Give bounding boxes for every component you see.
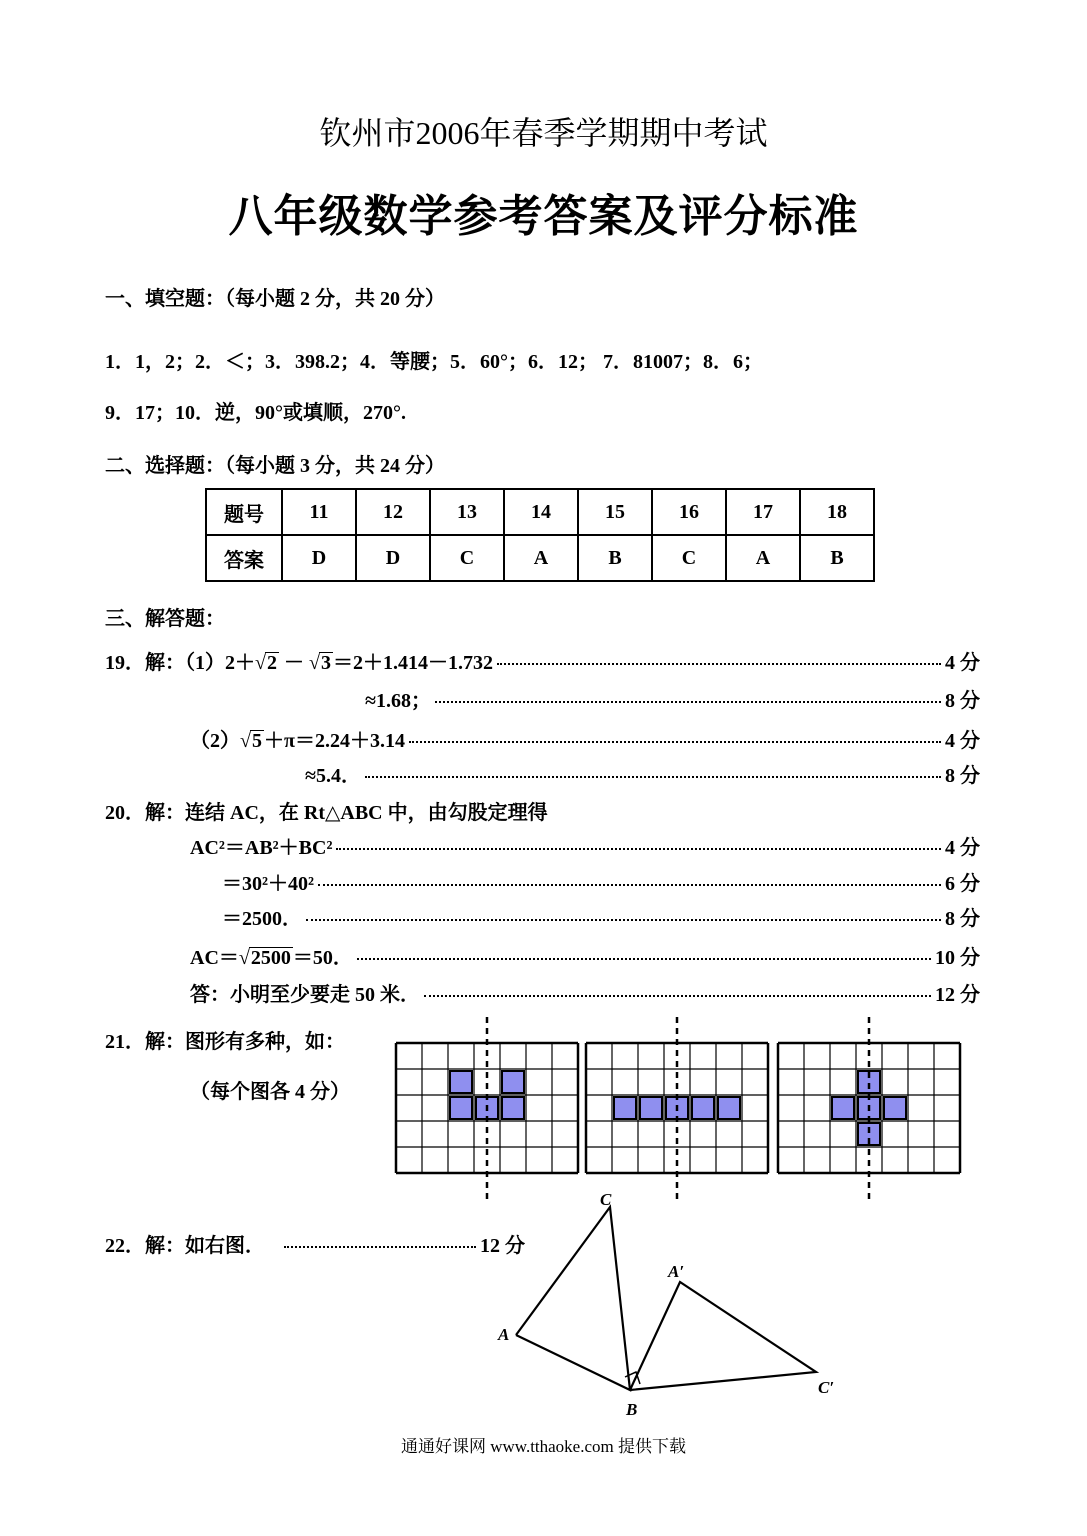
triangle-abc <box>516 1207 630 1390</box>
q19-expr: （1）2＋ <box>185 652 255 674</box>
label-a-prime: A′ <box>668 1262 685 1281</box>
q19-number: 19．解： <box>105 652 185 674</box>
table-cell: 17 <box>726 489 800 535</box>
table-cell: 18 <box>800 489 874 535</box>
q19-line1: 19．解：（1）2＋√2 － √3 ＝2＋1.414－1.732 4 分 <box>105 646 980 675</box>
section1-heading: 一、填空题：（每小题 2 分，共 20 分） <box>105 288 445 310</box>
filled-cell <box>692 1097 714 1119</box>
q21-grids <box>390 1015 970 1200</box>
sqrt-2: 2 <box>266 652 277 674</box>
q19-approx2: ≈5.4． <box>305 765 361 787</box>
filled-cell <box>502 1071 524 1093</box>
q20-points: 10 分 <box>935 947 980 969</box>
q21-line <box>105 1025 345 1054</box>
q19-approx: ≈1.68； <box>365 690 431 712</box>
answer-title: 八年级数学参考答案及评分标准 <box>228 191 859 242</box>
table-cell: 14 <box>504 489 578 535</box>
q20-intro-line <box>105 796 548 825</box>
table-cell: 13 <box>430 489 504 535</box>
q20-ac: AC＝ <box>190 947 239 969</box>
table-cell: 11 <box>282 489 356 535</box>
table-cell: D <box>282 535 356 581</box>
q22-text: 如右图． <box>185 1235 265 1257</box>
table-cell: D <box>356 535 430 581</box>
sqrt-3: 3 <box>320 652 331 674</box>
table-cell: C <box>652 535 726 581</box>
q20-points: 4 分 <box>945 837 980 859</box>
q20-points: 8 分 <box>945 908 980 930</box>
label-a: A <box>498 1325 510 1344</box>
section1-line2: 9．17；10．逆，90°或填顺，270°. <box>105 402 406 424</box>
filled-cell <box>502 1097 524 1119</box>
table-cell: 12 <box>356 489 430 535</box>
label-c: C <box>600 1190 612 1209</box>
q20-step3: ＝2500． <box>222 908 302 930</box>
filled-cell <box>832 1097 854 1119</box>
q21-text: 图形有多种，如： <box>185 1031 345 1053</box>
sqrt-5: 5 <box>251 730 262 752</box>
table-row-numbers <box>206 489 874 535</box>
footer-text: 通通好课网 www.tthaoke.com 提供下载 <box>400 1437 687 1456</box>
q19-line3: （2）√5 ＋π＝2.24＋3.14 4 分 <box>190 724 980 753</box>
q20-formula: AC²＝AB²＋BC² <box>190 837 333 859</box>
q20-line2 <box>222 867 980 896</box>
filled-cell <box>450 1097 472 1119</box>
q19-expr-rest: ＝2＋1.414－1.732 <box>332 652 493 674</box>
section1-line1: 1．1，2；2．＜；3．398.2；4．等腰；5．60°；6．12； 7．81007；8．6； <box>105 351 763 373</box>
section3-heading: 三、解答题： <box>105 608 225 630</box>
q22-number: 22．解： <box>105 1235 185 1257</box>
q19-minus: － <box>283 652 304 674</box>
q19-points: 8 分 <box>945 690 980 712</box>
q21-note: （每个图各 4 分） <box>190 1081 350 1103</box>
table-cell: A <box>726 535 800 581</box>
table-cell: 15 <box>578 489 652 535</box>
q19-part2: （2） <box>190 730 240 752</box>
table-cell: B <box>800 535 874 581</box>
table-cell: A <box>504 535 578 581</box>
label-b: B <box>626 1400 638 1419</box>
filled-cell <box>450 1071 472 1093</box>
sqrt-2500: 2500 <box>250 947 291 969</box>
exam-title: 钦州市2006年春季学期期中考试 <box>319 115 768 151</box>
table-cell: B <box>578 535 652 581</box>
q20-points: 6 分 <box>945 873 980 895</box>
table-header-number: 题号 <box>206 489 282 535</box>
q20-step2: ＝30²＋40² <box>222 873 314 895</box>
table-header-answer: 答案 <box>206 535 282 581</box>
q20-intro: 连结 AC，在 Rt△ABC 中，由勾股定理得 <box>185 802 548 824</box>
q20-line1 <box>190 831 980 860</box>
q20-points: 12 分 <box>935 984 980 1006</box>
q22-points: 12 分 <box>480 1235 525 1257</box>
table-cell: 16 <box>652 489 726 535</box>
q20-line4: AC＝√2500 ＝50． 10 分 <box>190 941 980 970</box>
filled-cell <box>614 1097 636 1119</box>
q20-line5 <box>190 978 980 1007</box>
q19-part2-rest: ＋π＝2.24＋3.14 <box>263 730 405 752</box>
q20-answer: 答：小明至少要走 50 米． <box>190 984 420 1006</box>
filled-cell <box>640 1097 662 1119</box>
label-c-prime: C′ <box>818 1378 835 1397</box>
q20-line3 <box>222 902 980 931</box>
filled-cell <box>884 1097 906 1119</box>
q19-points: 4 分 <box>945 652 980 674</box>
q20-result: ＝50． <box>292 947 353 969</box>
q20-number: 20．解： <box>105 802 185 824</box>
table-cell: C <box>430 535 504 581</box>
q19-points: 4 分 <box>945 730 980 752</box>
q19-line2 <box>365 684 980 713</box>
table-row-answers <box>206 535 874 581</box>
q19-line4 <box>305 759 980 788</box>
q22-triangle-figure <box>480 1185 860 1425</box>
q19-points: 8 分 <box>945 765 980 787</box>
triangle-a2bc2 <box>630 1282 816 1390</box>
section2-heading: 二、选择题：（每小题 3 分，共 24 分） <box>105 455 445 477</box>
filled-cell <box>718 1097 740 1119</box>
q21-number: 21．解： <box>105 1031 185 1053</box>
q22-line <box>105 1229 265 1258</box>
answer-table <box>205 488 875 582</box>
